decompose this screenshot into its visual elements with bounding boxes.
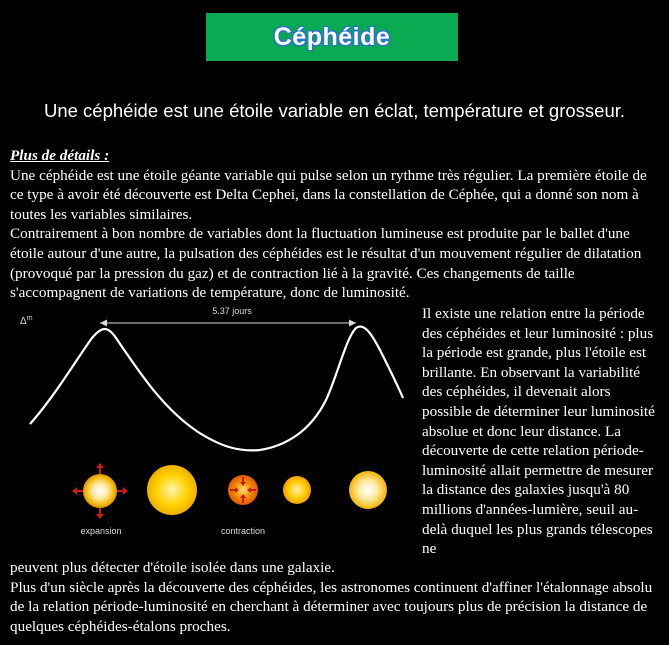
contraction-label: contraction [220, 526, 266, 536]
page-title: Céphéide [273, 22, 391, 51]
page-subtitle: Une céphéide est une étoile variable en éclat, température et grosseur. [43, 100, 626, 121]
returning-star [349, 471, 387, 509]
final-paragraph: Plus d'un siècle après la découverte des céphéides, les astronomes continuent d'affiner l'étalonnage absolu de la relation période-luminosité en cherchant à déterminer avec toujours plus de précision la distance de quelques céphéides-étalons proches. [10, 578, 653, 635]
details-section [10, 146, 660, 303]
expansion-star [72, 463, 128, 519]
title-banner [206, 13, 458, 61]
minimum-size-star [283, 476, 311, 504]
light-curve [30, 326, 403, 450]
magnitude-axis-label: $\Delta^m$ [20, 315, 33, 327]
expansion-star-disk [83, 474, 117, 508]
maximum-size-star [147, 465, 197, 515]
period-label: 5.37 jours [212, 306, 252, 316]
cepheid-diagram-svg [10, 304, 411, 562]
contraction-star [228, 475, 258, 505]
continuation-line: peuvent plus détecter d'étoile isolée dans une galaxie. [10, 559, 335, 576]
details-paragraph-2: Contrairement à bon nombre de variables dont la fluctuation lumineuse est produite par le ballet d'une étoile autour d'une autre, la pulsation des céphéides est le résultat d'un mouvement régulier de dilatation (provoqué par la pression du gaz) et de contraction lié à la gravité. Ces changements de taille s'accompagnent de variations de température, donc de luminosité. [10, 225, 642, 302]
cepheid-diagram [10, 304, 411, 562]
period-arrow-left-head [100, 320, 107, 327]
expansion-label: expansion [80, 526, 122, 536]
details-paragraph-1: Une céphéide est une étoile géante variable qui pulse selon un rythme très régulier. La première étoile de ce type à avoir été découverte est Delta Cephei, dans la constellation de Céphée, qui a donné son nom à toutes les variables similaires. [10, 166, 647, 223]
period-arrow-right-head [349, 320, 356, 327]
period-luminosity-text: Il existe une relation entre la période des céphéides et leur luminosité : plus la période est grande, plus l'étoile est brillante. En observant la variabilité des céphéides, il devenait alors possible de déterminer leur luminosité absolue et donc leur distance. La découverte de cette relation période-luminosité allait permettre de mesurer la distance des galaxies jusqu'à 80 millions d'années-lumière, seuil au-delà duquel les plus grands télescopes ne [422, 305, 655, 558]
closing-section [10, 558, 660, 636]
details-heading: Plus de détails : [10, 147, 110, 164]
